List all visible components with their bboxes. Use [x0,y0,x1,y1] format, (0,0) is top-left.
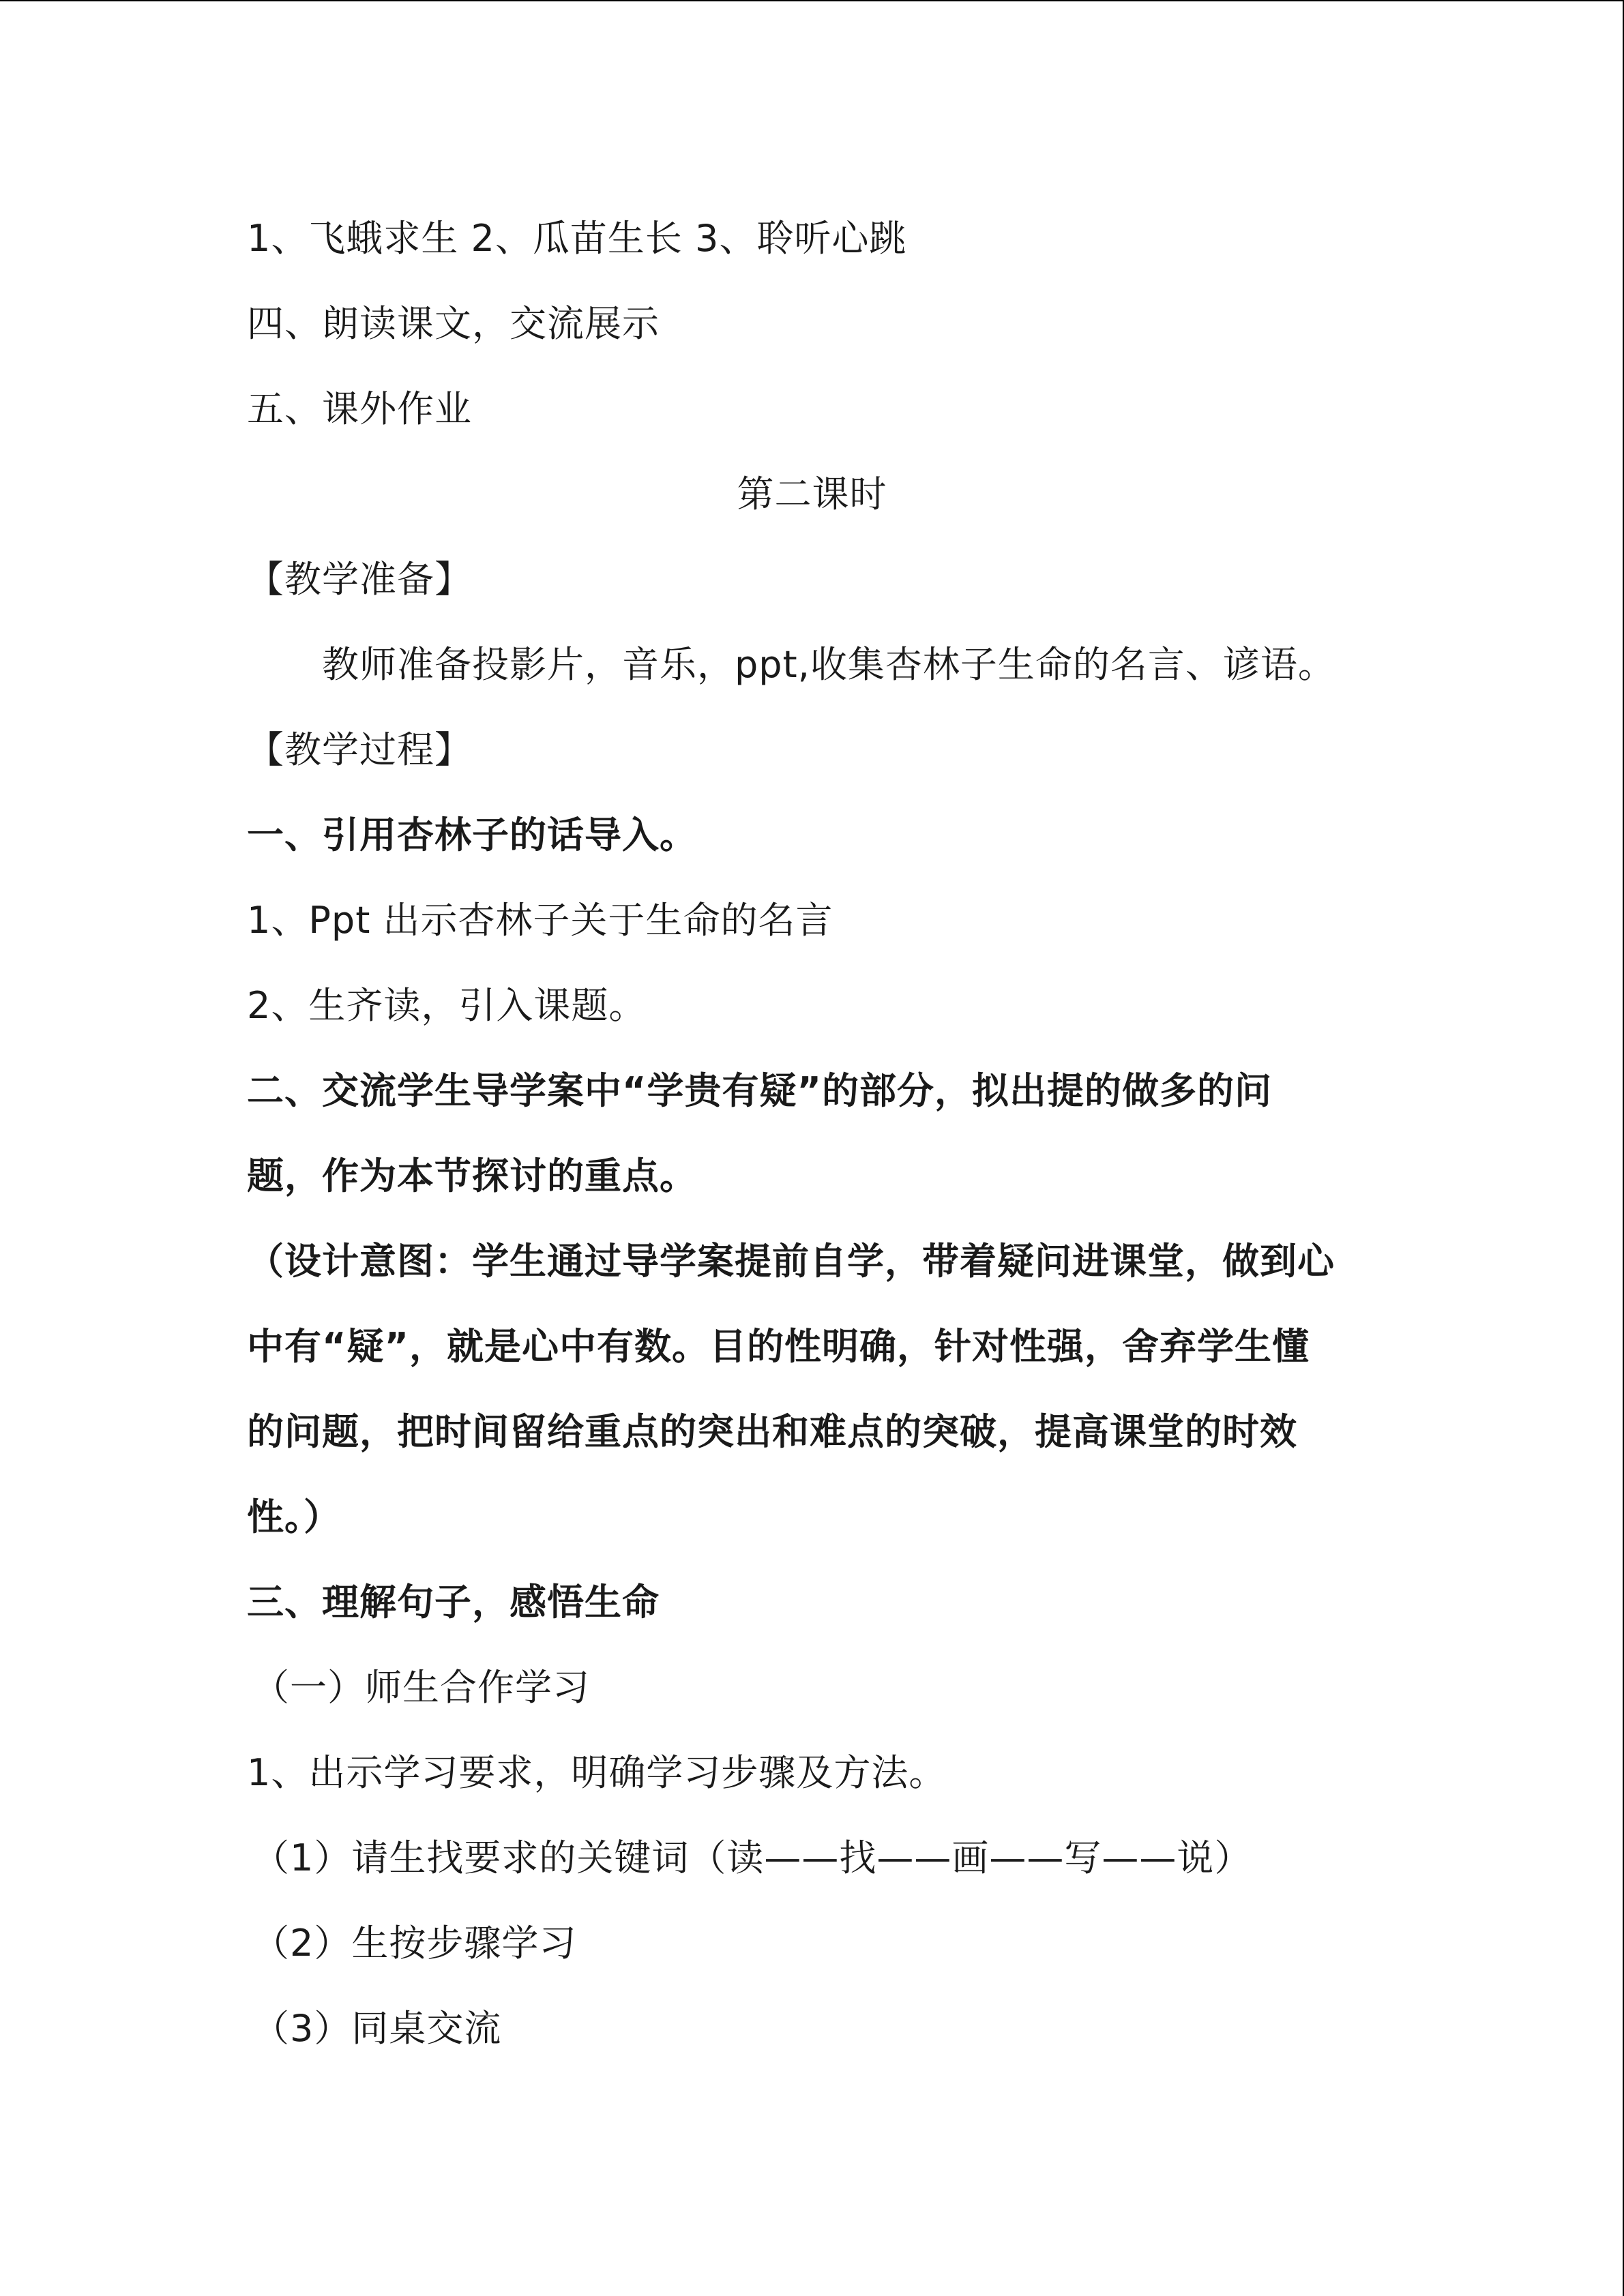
step-2-heading-line-1: 二、交流学生导学案中“学贵有疑”的部分，拟出提的做多的问 [247,1069,1272,1112]
step-3-substep-3: （3）同桌交流 [252,2007,502,2050]
design-intent-line-3: 的问题，把时间留给重点的突出和难点的突破，提高课堂的时效 [247,1410,1297,1453]
step-3-item-1: 1、出示学习要求，明确学习步骤及方法。 [247,1751,947,1794]
step-3-substep-2: （2）生按步骤学习 [252,1922,577,1965]
teaching-preparation-text: 教师准备投影片，音乐，ppt,收集杏林子生命的名言、谚语。 [322,643,1335,686]
lesson-list-line: 1、飞蛾求生 2、瓜苗生长 3、聆听心跳 [247,217,907,260]
step-1-item-1: 1、Ppt 出示杏林子关于生命的名言 [247,899,833,942]
step-1-item-2: 2、生齐读，引入课题。 [247,984,647,1027]
step-3-substep-1: （1）请生找要求的关键词（读——找——画——写——说） [252,1836,1252,1879]
section-heading-4: 四、朗读课文，交流展示 [247,302,660,345]
section-heading-5: 五、课外作业 [247,387,472,430]
period-title: 第二课时 [737,473,887,516]
step-1-heading: 一、引用杏林子的话导入。 [247,814,697,856]
design-intent-line-1: （设计意图：学生通过导学案提前自学，带着疑问进课堂，做到心 [247,1240,1335,1283]
step-2-heading-line-2: 题，作为本节探讨的重点。 [247,1154,697,1197]
step-3-subheading: （一）师生合作学习 [252,1666,590,1709]
step-3-heading: 三、理解句子，感悟生命 [247,1581,660,1624]
design-intent-line-4: 性。） [247,1495,341,1538]
design-intent-line-2: 中有“疑”，就是心中有数。目的性明确，针对性强，舍弃学生懂 [247,1325,1310,1368]
teaching-preparation-heading: 【教学准备】 [247,558,472,601]
teaching-process-heading: 【教学过程】 [247,728,472,771]
